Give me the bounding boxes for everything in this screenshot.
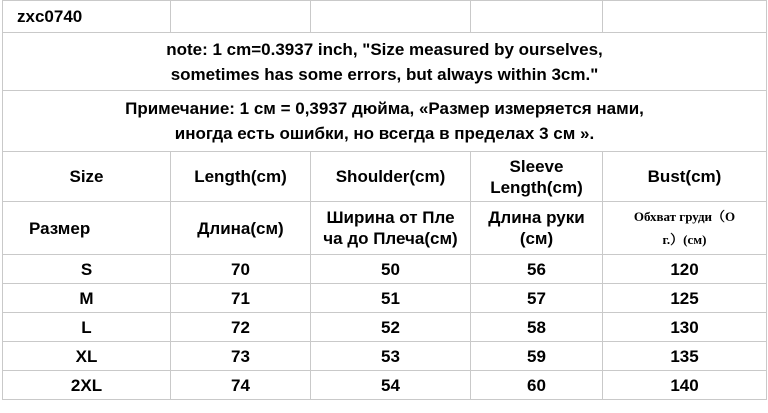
header-shoulder-ru-line1: Ширина от Пле [326,208,455,227]
shoulder-cell: 51 [311,284,471,313]
header-bust-ru [603,202,767,255]
note-english [3,33,767,91]
bust-cell: 120 [603,255,767,284]
bust-cell: 130 [603,313,767,342]
note-russian [3,91,767,152]
header-shoulder: Shoulder(cm) [311,152,471,202]
sleeve-cell: 58 [471,313,603,342]
empty-cell [171,1,311,33]
header-row-ru [3,202,767,255]
size-cell: 2XL [3,371,171,400]
sleeve-cell: 57 [471,284,603,313]
header-sleeve-ru-line2: (см) [519,229,554,248]
header-sleeve-ru-line1: Длина руки [488,208,585,227]
header-length: Length(cm) [171,152,311,202]
sleeve-cell: 56 [471,255,603,284]
header-sleeve [471,152,603,202]
size-cell: M [3,284,171,313]
note-en-line1: note: 1 cm=0.3937 inch, "Size measured by ourselves, [166,39,603,59]
shoulder-cell: 53 [311,342,471,371]
sleeve-cell: 59 [471,342,603,371]
header-size-ru: Размер [3,202,171,255]
size-cell: XL [3,342,171,371]
note-en-row [3,33,767,91]
header-sleeve-line2: Length(cm) [490,177,583,197]
bust-cell: 125 [603,284,767,313]
table-row [3,313,767,342]
note-en-line2: sometimes has some errors, but always within 3cm." [170,64,599,84]
note-ru-line2: иногда есть ошибки, но всегда в пределах 3 см ». [174,124,595,143]
header-shoulder-ru-line2: ча до Плеча(см) [323,229,458,248]
code-row [3,1,767,33]
header-bust: Bust(cm) [603,152,767,202]
table-row [3,371,767,400]
shoulder-cell: 54 [311,371,471,400]
header-sleeve-line1: Sleeve [509,156,564,176]
table-row [3,255,767,284]
note-ru-line1: Примечание: 1 см = 0,3937 дюйма, «Размер измеряется нами, [125,99,644,118]
header-size: Size [3,152,171,202]
empty-cell [471,1,603,33]
bust-cell: 140 [603,371,767,400]
shoulder-cell: 52 [311,313,471,342]
empty-cell [603,1,767,33]
product-code: zxc0740 [3,1,171,33]
size-cell: L [3,313,171,342]
shoulder-cell: 50 [311,255,471,284]
table-row [3,342,767,371]
length-cell: 72 [171,313,311,342]
length-cell: 70 [171,255,311,284]
header-bust-ru-line2: г.）(см) [662,232,707,247]
note-ru-row [3,91,767,152]
size-table [2,0,767,400]
header-shoulder-ru [311,202,471,255]
length-cell: 71 [171,284,311,313]
header-length-ru: Длина(см) [171,202,311,255]
size-cell: S [3,255,171,284]
header-sleeve-ru [471,202,603,255]
header-row-en [3,152,767,202]
empty-cell [311,1,471,33]
bust-cell: 135 [603,342,767,371]
length-cell: 73 [171,342,311,371]
length-cell: 74 [171,371,311,400]
header-bust-ru-line1: Обхват груди（О [633,209,736,224]
sleeve-cell: 60 [471,371,603,400]
table-row [3,284,767,313]
